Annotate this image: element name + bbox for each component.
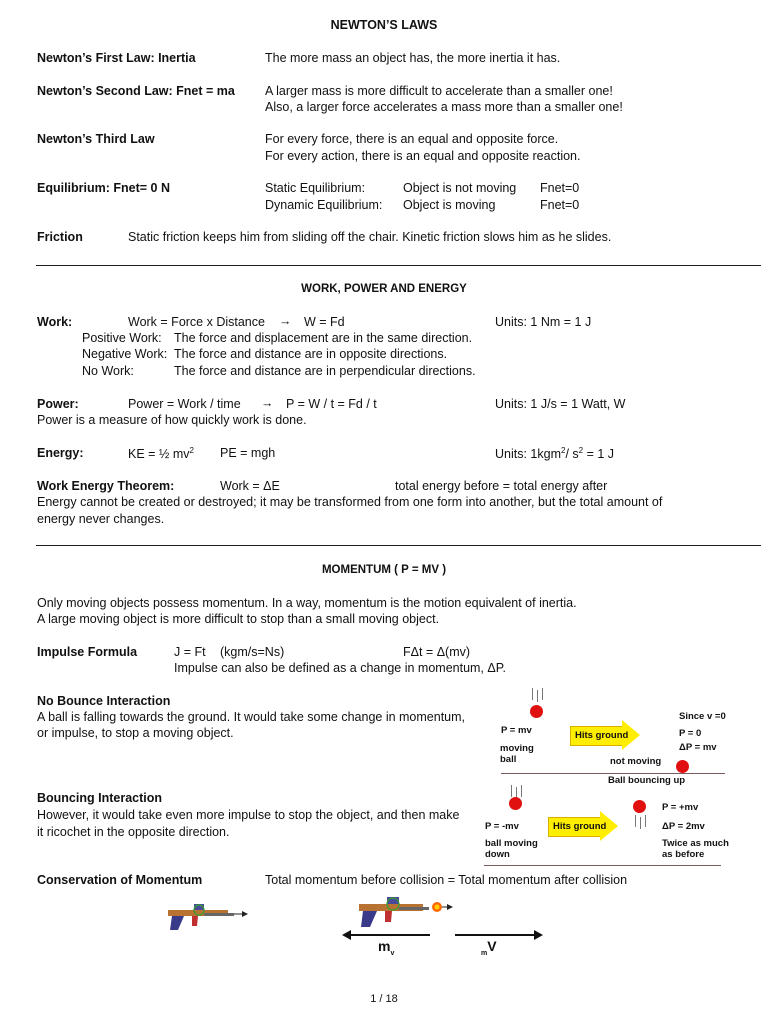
work-equation: W = Fd <box>304 315 345 329</box>
third-law-line1: For every force, there is an equal and opposite force. <box>265 132 559 146</box>
delta-p-2mv: ΔP = 2mv <box>662 821 705 832</box>
second-law-line2: Also, a larger force accelerates a mass more than a smaller one! <box>265 100 623 114</box>
dynamic-eq-label: Dynamic Equilibrium: <box>265 198 383 212</box>
motion-line <box>521 785 522 797</box>
energy-units-b: / s <box>565 447 579 462</box>
p-neg-mv-label: P = -mv <box>485 821 519 832</box>
rifle-firing-icon <box>355 892 455 932</box>
energy-label-text: Energy: <box>37 446 84 460</box>
power-units: Units: 1 J/s = 1 Watt, W <box>495 397 626 411</box>
bouncing-line1: However, it would take even more impulse to stop the object, and then make <box>37 808 460 822</box>
dynamic-eq-fnet: Fnet=0 <box>540 198 580 212</box>
rifle-mass-velocity <box>378 938 394 957</box>
ball-bouncing-up-label: Ball bouncing up <box>608 775 686 786</box>
no-bounce-line2: or impulse, to stop a moving object. <box>37 726 234 740</box>
ball-moving-label: ball moving <box>485 838 538 849</box>
momentum-intro-line2: A large moving object is more difficult to stop than a small moving object. <box>37 612 440 626</box>
no-work-text: The force and distance are in perpendicular directions. <box>174 364 476 378</box>
no-bounce-title: No Bounce Interaction <box>37 694 171 708</box>
no-bounce-line1: A ball is falling towards the ground. It would take some change in momentum, <box>37 710 466 724</box>
ke-exponent: 2 <box>189 446 194 455</box>
work-energy-formula: Work = ΔE <box>220 479 280 493</box>
hits-ground-label: Hits ground <box>553 821 607 832</box>
twice-as-much-label: Twice as much <box>662 838 729 849</box>
first-law-text: The more mass an object has, the more inertia it has. <box>265 51 561 65</box>
third-law-label: Newton’s Third Law <box>37 132 155 146</box>
stopped-ball <box>676 760 689 773</box>
motion-line <box>542 688 543 700</box>
moving-label: moving <box>500 743 534 754</box>
rifle-icon <box>164 900 254 936</box>
energy-units <box>495 446 614 461</box>
bouncing-ball <box>633 800 646 813</box>
impulse-units: (kgm/s=Ns) <box>220 645 285 659</box>
not-moving-label: not moving <box>610 756 662 767</box>
motion-line <box>532 688 533 700</box>
down-label: down <box>485 849 510 860</box>
momentum-intro-line1: Only moving objects possess momentum. In a way, momentum is the motion equivalent of inertia. <box>37 596 577 610</box>
work-energy-desc: total energy before = total energy after <box>395 479 608 493</box>
negative-work-label: Negative Work: <box>82 347 168 361</box>
work-power-heading: WORK, POWER AND ENERGY <box>301 283 467 295</box>
power-label: Power: <box>37 397 79 411</box>
static-eq-desc: Object is not moving <box>403 181 517 195</box>
ke-formula: KE = ½ mv <box>128 447 190 462</box>
work-units: Units: 1 Nm = 1 J <box>495 315 592 329</box>
work-arrow: → <box>279 314 292 328</box>
impulse-equation: FΔt = Δ(mv) <box>403 645 471 659</box>
motion-line <box>640 817 641 829</box>
second-law-line1: A larger mass is more difficult to accelerate than a smaller one! <box>265 84 613 98</box>
conservation-energy-line2: energy never changes. <box>37 512 165 526</box>
section-divider <box>36 265 761 266</box>
p-mv-label: P = mv <box>501 725 532 736</box>
p-pos-mv-label: P = +mv <box>662 802 699 813</box>
m-small: m <box>481 949 488 957</box>
energy-units-sup1: 2 <box>561 446 566 455</box>
motion-line <box>645 815 646 827</box>
first-law-label: Newton’s First Law: Inertia <box>37 51 196 65</box>
power-formula: Power = Work / time <box>128 397 241 411</box>
friction-label: Friction <box>37 230 83 244</box>
conservation-momentum-text: Total momentum before collision = Total momentum after collision <box>265 873 628 887</box>
work-energy-theorem-label: Work Energy Theorem: <box>37 479 175 493</box>
static-eq-fnet: Fnet=0 <box>540 181 580 195</box>
m-large: m <box>378 938 391 954</box>
momentum-heading: MOMENTUM ( P = MV ) <box>321 564 447 576</box>
power-equation: P = W / t = Fd / t <box>286 397 377 411</box>
power-arrow: → <box>261 396 274 410</box>
work-formula: Work = Force x Distance <box>128 315 265 329</box>
dynamic-eq-desc: Object is moving <box>403 198 496 212</box>
conservation-momentum-label: Conservation of Momentum <box>37 873 203 887</box>
negative-work-text: The force and distance are in opposite directions. <box>174 347 448 361</box>
bouncing-title: Bouncing Interaction <box>37 791 162 805</box>
third-law-line2: For every action, there is an equal and opposite reaction. <box>265 149 581 163</box>
p-zero: P = 0 <box>679 728 702 739</box>
impulse-formula: J = Ft <box>174 645 206 659</box>
power-description: Power is a measure of how quickly work is done. <box>37 413 307 427</box>
energy-units-c: = 1 J <box>583 447 615 462</box>
falling-ball <box>509 797 522 810</box>
positive-work-label: Positive Work: <box>82 331 162 345</box>
ground-line <box>484 865 721 866</box>
ground-line <box>501 773 725 774</box>
friction-text: Static friction keeps him from sliding off the chair. Kinetic friction slows him as he slides. <box>128 230 612 244</box>
ball-label: ball <box>500 754 517 765</box>
energy-units-a: Units: 1kgm <box>495 447 561 462</box>
impulse-description: Impulse can also be defined as a change in momentum, ΔP. <box>174 661 506 675</box>
motion-line <box>511 785 512 797</box>
equilibrium-label: Equilibrium: Fnet= 0 N <box>37 181 170 195</box>
static-eq-label: Static Equilibrium: <box>265 181 366 195</box>
page-title: NEWTON’S LAWS <box>330 18 438 32</box>
energy-units-sup2: 2 <box>578 446 584 455</box>
motion-line <box>537 690 538 702</box>
hits-ground-label: Hits ground <box>575 730 629 741</box>
conservation-energy-line1: Energy cannot be created or destroyed; it may be transformed from one form into another, but the total amount of <box>37 495 663 509</box>
positive-work-text: The force and displacement are in the same direction. <box>174 331 473 345</box>
v-large: V <box>487 938 497 954</box>
potential-energy: PE = mgh <box>220 446 276 460</box>
kinetic-energy <box>128 446 194 461</box>
page-number: 1 / 18 <box>370 993 398 1005</box>
since-v-zero: Since v =0 <box>679 711 726 722</box>
section-divider <box>36 545 761 546</box>
impulse-label: Impulse Formula <box>37 645 138 659</box>
recoil-arrows <box>340 928 550 942</box>
energy-label <box>37 446 84 460</box>
as-before-label: as before <box>662 849 705 860</box>
work-label: Work: <box>37 315 73 329</box>
bullet-arrowhead-right <box>534 930 543 940</box>
motion-line <box>635 815 636 827</box>
bouncing-line2: it ricochet in the opposite direction. <box>37 825 230 839</box>
second-law-label: Newton’s Second Law: Fnet = ma <box>37 84 235 98</box>
recoil-arrowhead-left <box>342 930 351 940</box>
falling-ball <box>530 705 543 718</box>
v-small: v <box>390 949 395 957</box>
delta-p-mv: ΔP = mv <box>679 742 717 753</box>
no-work-label: No Work: <box>82 364 134 378</box>
bullet-mass-velocity <box>481 938 497 957</box>
